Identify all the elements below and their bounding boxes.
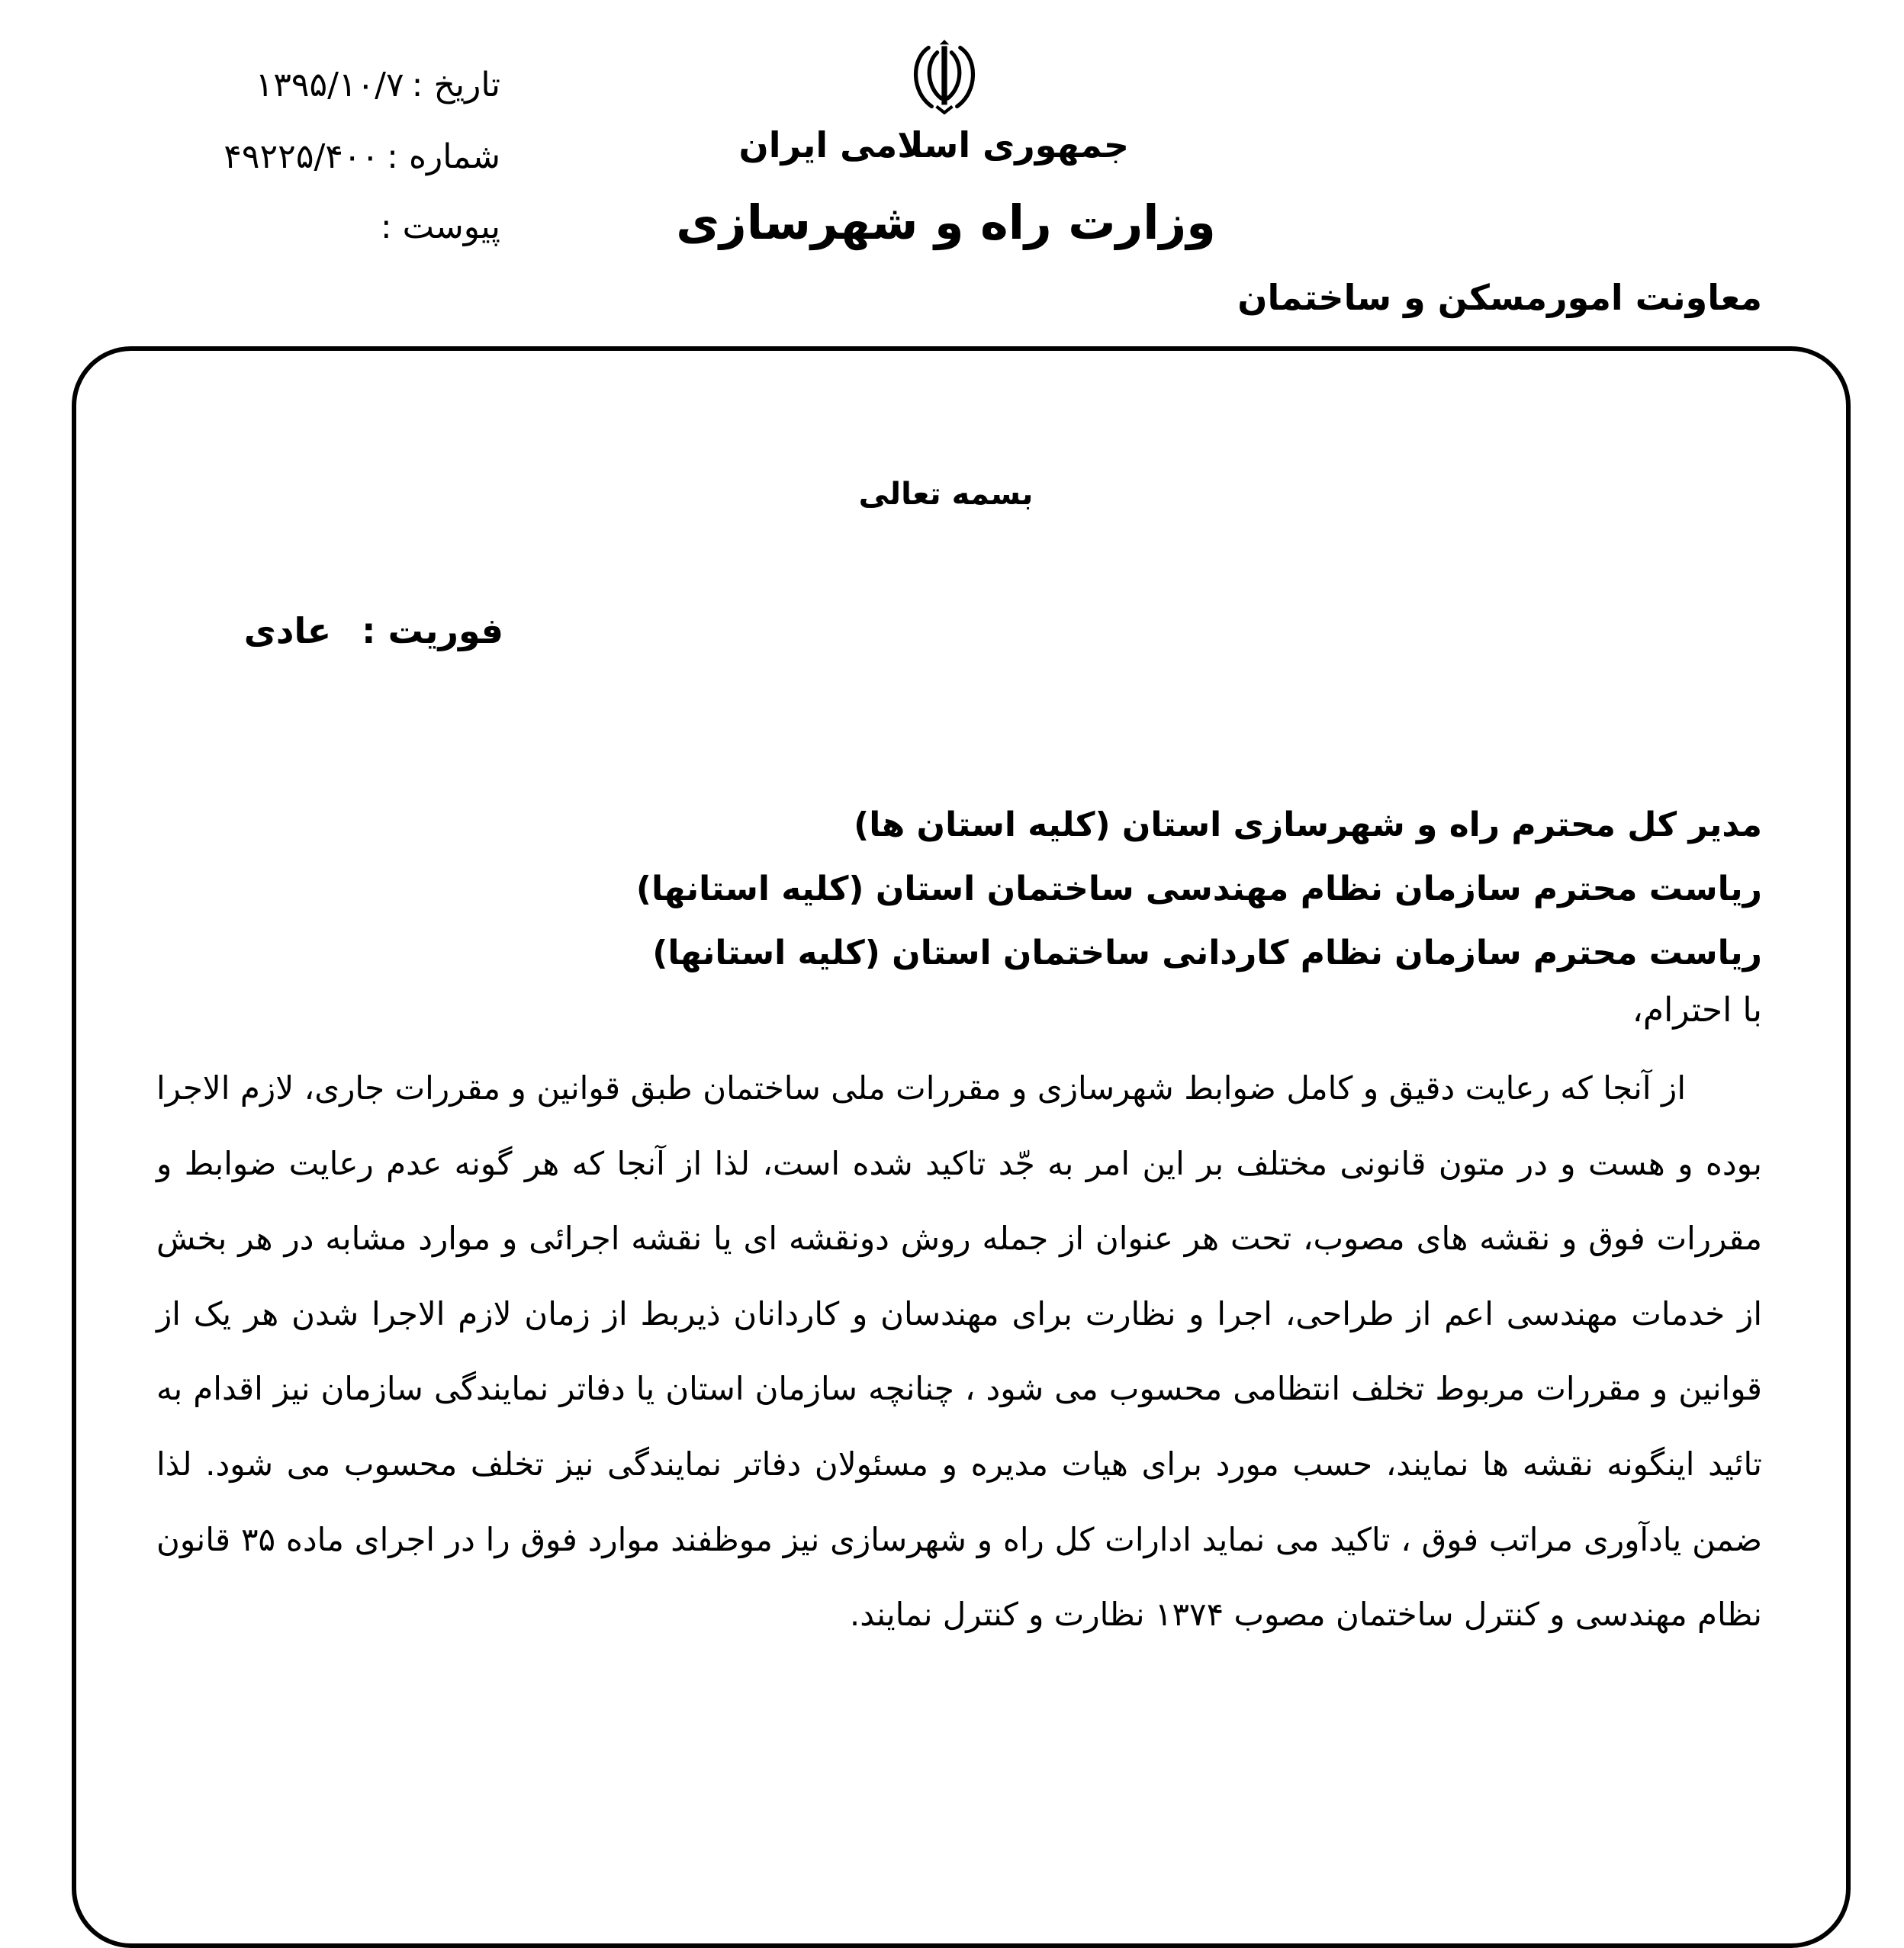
deputy-title: معاونت امورمسکن و ساختمان [1237,277,1762,318]
recipients-list [635,793,1762,985]
urgency-value: عادی [243,610,332,651]
letter-body: از آنجا که رعایت دقیق و کامل ضوابط شهرسازی و مقررات ملی ساختمان طبق قوانین و مقررات جاری، لازم الاجرا بوده و هست و در متون قانونی مختلف بر این امر به جّد تاکید شده است، لذا از آنجا که هر گونه عدم رعایت ضوابط و مقررات فوق و نقشه های مصوب، تحت هر عنوان از جمله روش دونقشه ای یا نقشه اجرائی و موارد مشابه در هر بخش از خدمات مهندسی اعم از طراحی، اجرا و نظارت برای مهندسان و کاردانان ذیربط از زمان لازم الاجرا شدن هر یک از قوانین و مقررات مربوط تخلف انتظامی محسوب می شود ، چنانچه سازمان استان یا دفاتر نمایندگی سازمان نیز اقدام به تائید اینگونه نقشه ها نمایند، حسب مورد برای هیات مدیره و مسئولان دفاتر نمایندگی نیز تخلف محسوب می شود. لذا ضمن یادآوری مراتب فوق ، تاکید می نماید ادارات کل راه و شهرسازی نیز موظفند موارد فوق را در اجرای ماده ۳۵ قانون نظام مهندسی و کنترل ساختمان مصوب ۱۳۷۴ نظارت و کنترل نمایند. [156,1069,1762,1634]
ministry-title: وزارت راه و شهرسازی [676,194,1216,250]
date-label: تاریخ : [411,66,500,104]
number-value: ۴۹۲۲۵/۴۰۰ [224,137,380,176]
date-line [256,63,500,108]
date-value: ۱۳۹۵/۱۰/۷ [255,66,404,104]
iran-emblem-icon [905,40,984,114]
recipient-line: ریاست محترم سازمان نظام کاردانی ساختمان استان (کلیه استانها) [652,934,1762,972]
number-label: شماره : [387,137,500,176]
greeting: با احترام، [1632,991,1762,1030]
number-line [224,134,500,180]
urgency-line [244,606,503,655]
recipient-line: ریاست محترم سازمان نظام مهندسی ساختمان استان (کلیه استانها) [635,870,1762,908]
urgency-label: فوریت : [362,610,503,651]
recipient-line: مدیر کل محترم راه و شهرسازی استان (کلیه استان ها) [854,805,1762,844]
basmala: بسمه تعالی [858,477,1034,512]
attachment-label: پیوست : [380,207,500,246]
attachment-line [373,204,500,250]
republic-title: جمهوری اسلامی ایران [738,124,1129,166]
